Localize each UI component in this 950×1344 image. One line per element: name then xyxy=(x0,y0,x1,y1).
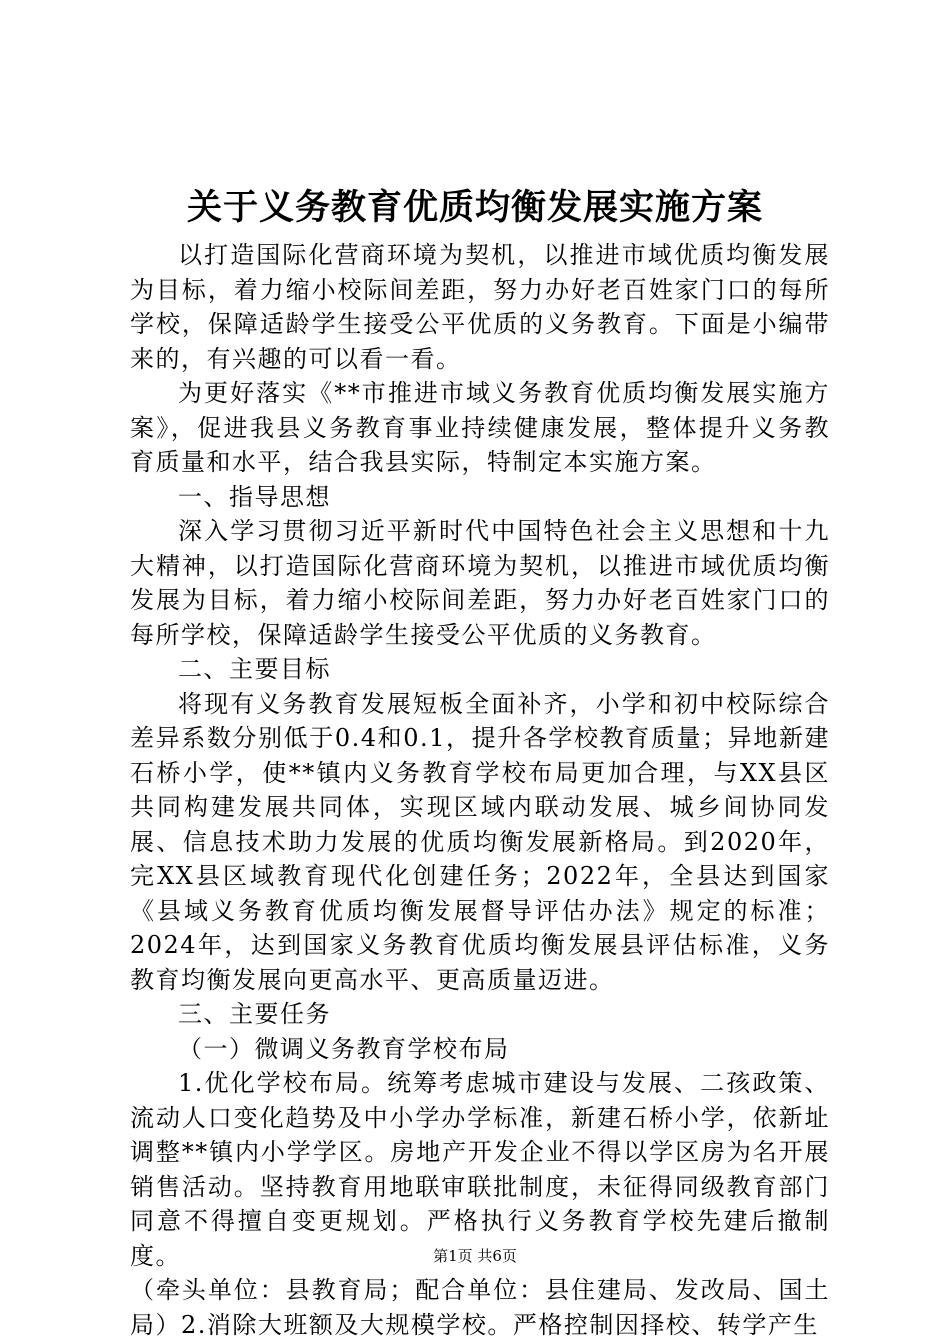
document-title: 关于义务教育优质均衡发展实施方案 xyxy=(186,187,763,228)
task-1-units-paragraph: （牵头单位：县教育局；配合单位：县住建局、发改局、国土局）2.消除大班额及大规模学校。严格控制因择校、转学产生 xyxy=(130,1276,830,1339)
intro-paragraph: 以打造国际化营商环境为契机，以推进市域优质均衡发展为目标，着力缩小校际间差距，努力办好老百姓家门口的每所学校，保障适龄学生接受公平优质的义务教育。下面是小编带来的，有兴趣的可以看一看。 xyxy=(130,241,830,373)
document-body xyxy=(130,238,830,1342)
main-goals-paragraph: 将现有义务教育发展短板全面补齐，小学和初中校际综合差异系数分别低于0.4和0.1，提升各学校教育质量；异地新建石桥小学，使**镇内义务教育学校布局更加合理，与XX县区共同构建发展共同体，实现区域内联动发展、城乡间协同发展、信息技术助力发展的优质均衡发展新格局。到2020年，完XX县区域教育现代化创建任务；2022年，全县达到国家《县域义务教育优质均衡发展督导评估办法》规定的标准；2024年，达到国家义务教育优质均衡发展县评估标准，义务教育均衡发展向更高水平、更高质量迈进。 xyxy=(130,689,830,994)
section-heading-main-tasks: 三、主要任务 xyxy=(178,1000,331,1028)
page-number-footer: 第1页 共6页 xyxy=(433,1247,517,1265)
guiding-ideology-paragraph: 深入学习贯彻习近平新时代中国特色社会主义思想和十九大精神，以打造国际化营商环境为契机，以推进市域优质均衡发展为目标，着力缩小校际间差距，努力办好老百姓家门口的每所学校，保障适龄学生接受公平优质的义务教育。 xyxy=(130,517,830,649)
task-1-paragraph: 1.优化学校布局。统筹考虑城市建设与发展、二孩政策、流动人口变化趋势及中小学办学标准，新建石桥小学，依新址调整**镇内小学学区。房地产开发企业不得以学区房为名开展销售活动。坚持教育用地联审联批制度，未征得同级教育部门同意不得擅自变更规划。严格执行义务教育学校先建后撤制度。 xyxy=(130,1069,830,1270)
section-heading-main-goals: 二、主要目标 xyxy=(178,655,331,683)
subsection-heading-school-layout: （一）微调义务教育学校布局 xyxy=(178,1034,510,1063)
purpose-paragraph: 为更好落实《**市推进市域义务教育优质均衡发展实施方案》，促进我县义务教育事业持续健康发展，整体提升义务教育质量和水平，结合我县实际，特制定本实施方案。 xyxy=(130,379,830,476)
section-heading-guiding-ideology: 一、指导思想 xyxy=(178,482,331,511)
